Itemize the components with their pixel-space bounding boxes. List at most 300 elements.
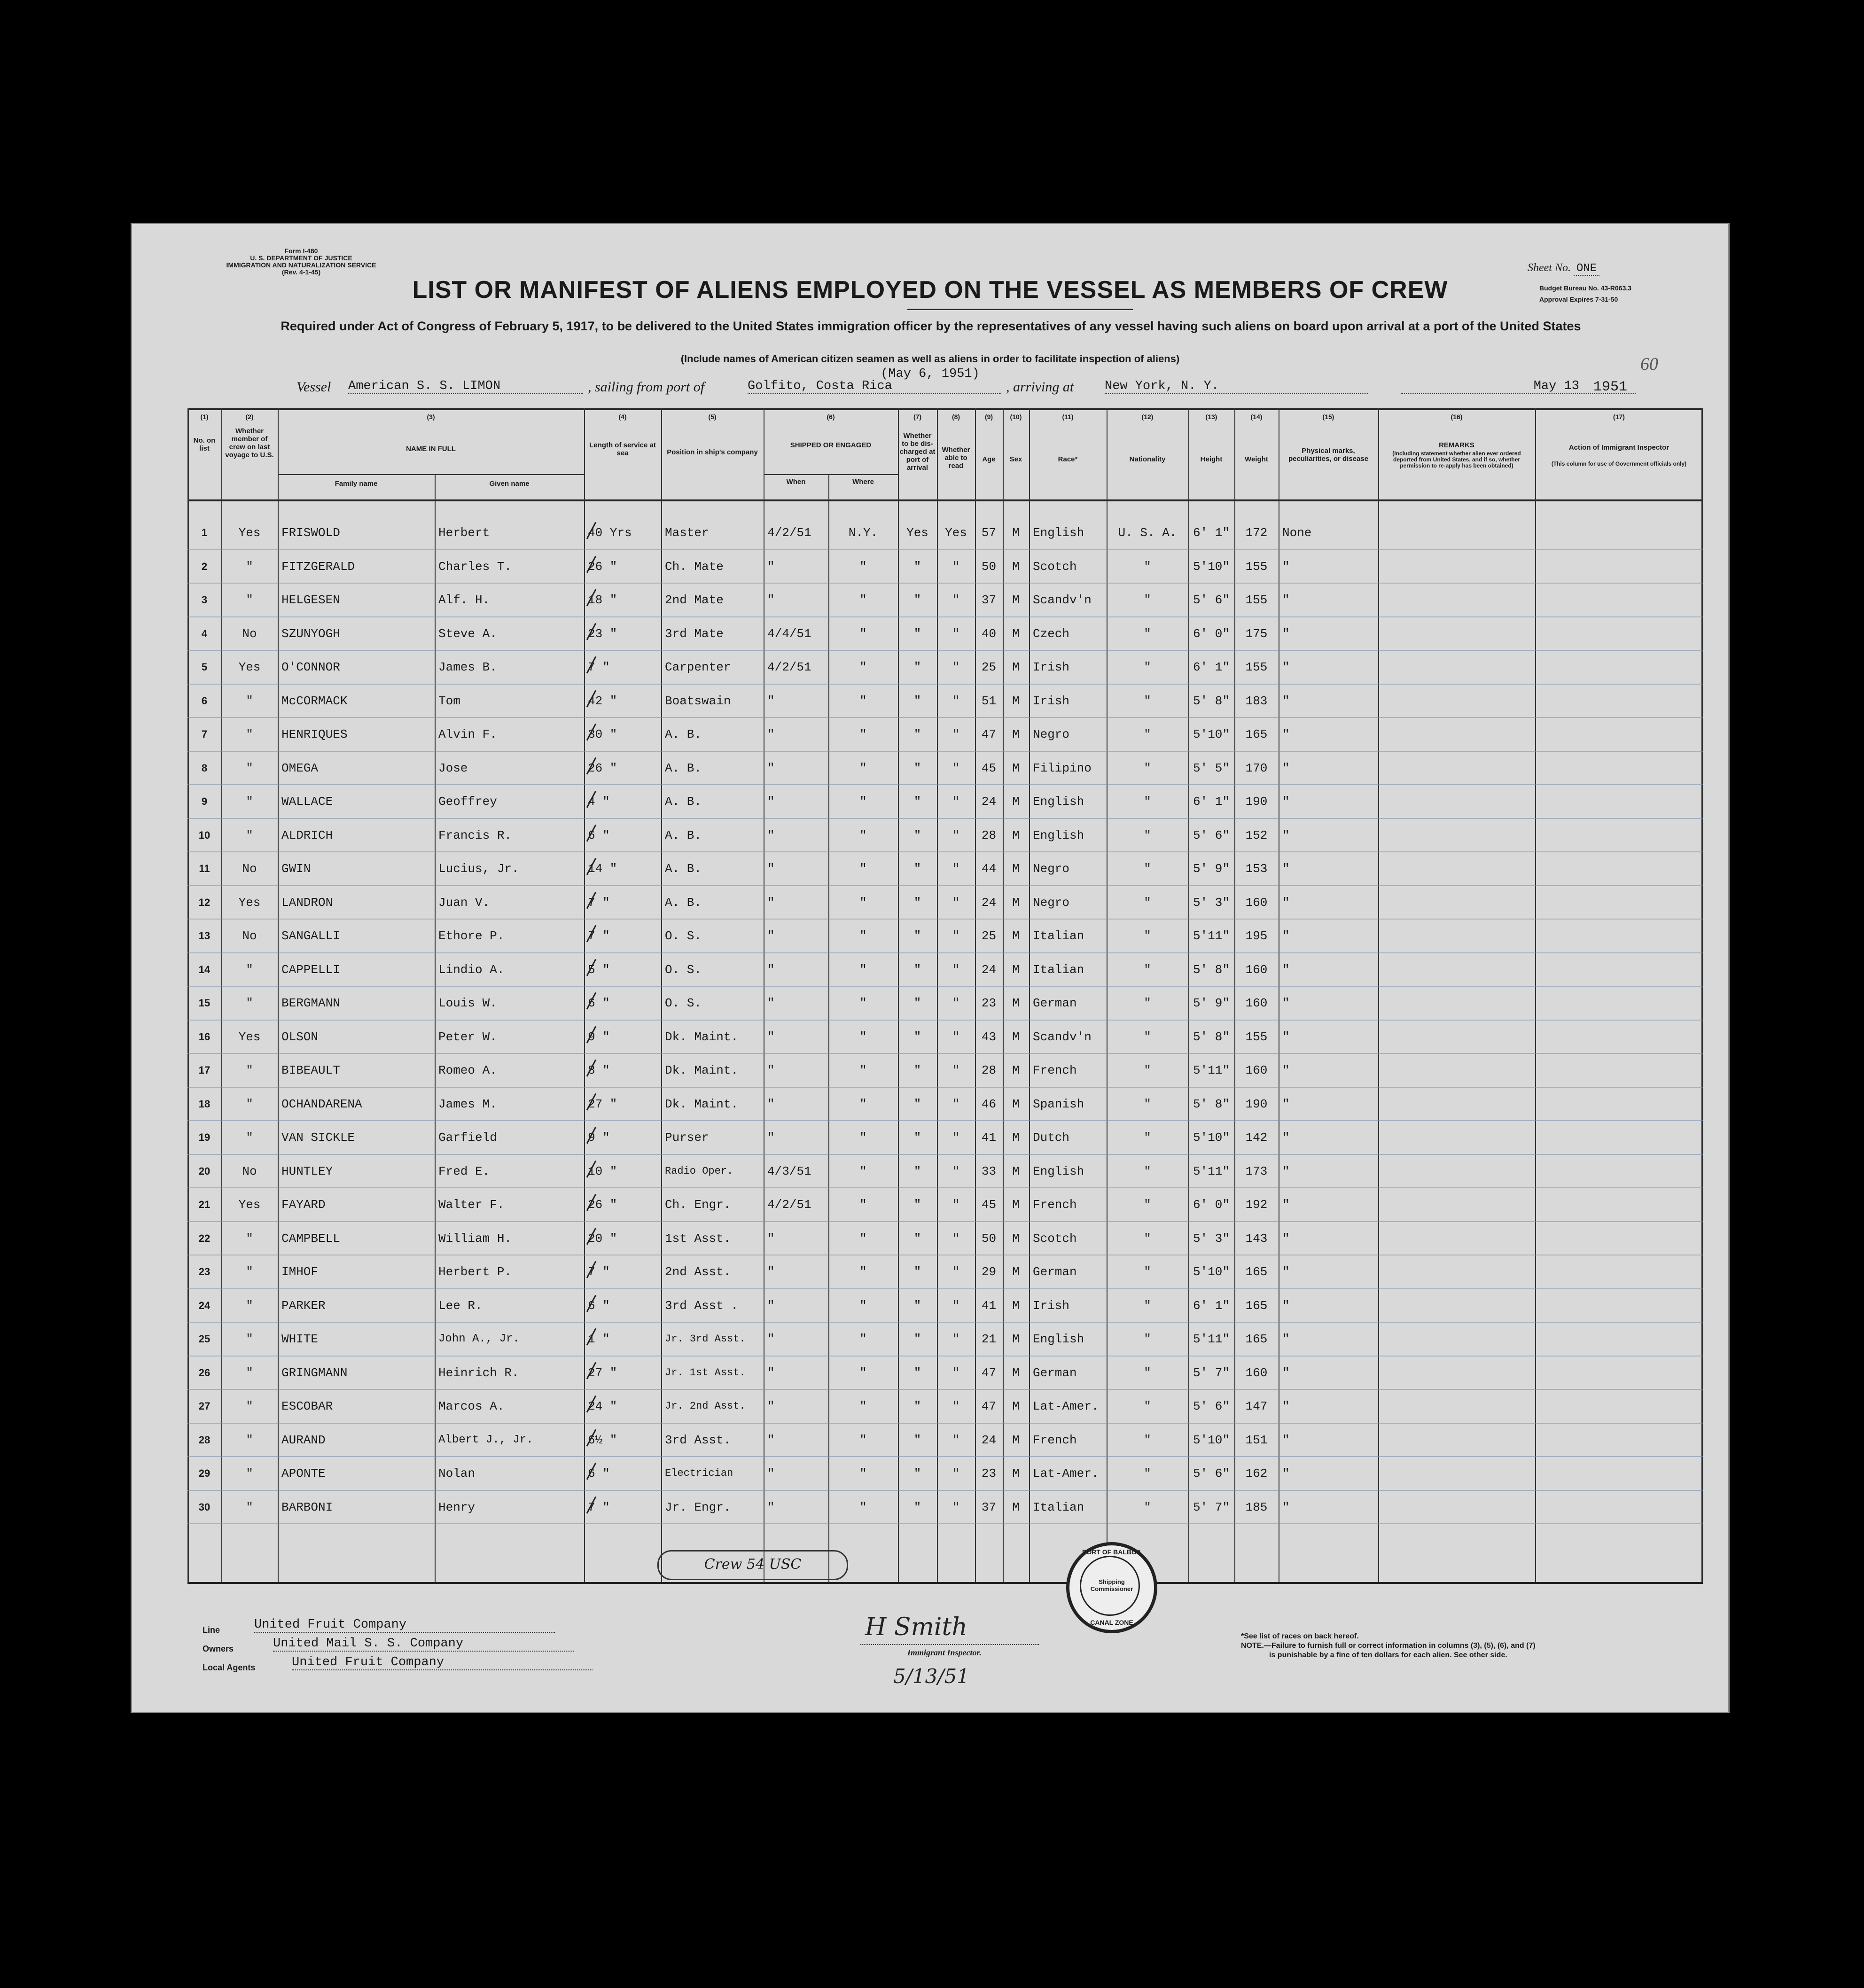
cell-position: A. B. [665,761,702,775]
cell-height: 5'11" [1193,1332,1230,1346]
cell-sex: M [1012,1097,1020,1111]
cell-position: 1st Asst. [665,1231,731,1246]
cell-position: Electrician [665,1467,733,1479]
include-note: (Include names of American citizen seamen as well as aliens in order to facilitate inspection of aliens) [680,353,1180,365]
cell-length: 20 " [588,1231,617,1246]
header-physical-marks: Physical marks, peculiarities, or disease [1288,447,1369,463]
cell-position: Jr. Engr. [665,1500,731,1514]
header-race: Race* [1058,455,1078,463]
cell-sex: M [1012,1298,1020,1313]
cell-no: 19 [198,1131,211,1143]
header-when: When [786,478,806,486]
row-rule [187,717,1703,718]
cell-marks: " [1282,1130,1290,1145]
cell-family: FAYARD [281,1198,326,1212]
row-rule [187,851,1703,852]
cell-no: 29 [198,1467,211,1479]
column-rule [1029,408,1030,1582]
column-number: (5) [708,413,717,421]
cell-race: Spanish [1033,1097,1084,1111]
cell-family: OMEGA [281,761,319,775]
header-weight: Weight [1245,455,1268,463]
cell-position: O. S. [665,962,702,977]
cell-length: 7 " [588,1500,610,1514]
cell-race: French [1033,1063,1077,1077]
column-number: (3) [427,413,435,421]
cell-where: " [859,1399,867,1413]
cell-given: Lindio A. [438,962,505,977]
cell-when: 4/4/51 [767,626,811,641]
cell-height: 5'10" [1193,559,1230,574]
cell-no: 10 [198,829,211,841]
cell-disch: " [913,895,921,910]
cell-last: " [246,1063,253,1077]
cell-last: " [246,1332,253,1346]
cell-sex: M [1012,1231,1020,1246]
cell-weight: 155 [1245,559,1268,574]
cell-family: GRINGMANN [281,1365,348,1380]
column-number: (9) [984,413,993,421]
cell-last: No [242,626,257,641]
cell-no: 20 [198,1165,211,1177]
cell-nat: " [1144,1231,1151,1246]
inspection-date: 5/13/51 [893,1665,969,1688]
cell-family: HUNTLEY [281,1164,333,1178]
cell-height: 5'10" [1193,1433,1230,1447]
header-height: Height [1200,455,1223,463]
cell-position: Radio Oper. [665,1165,733,1177]
cell-height: 5' 5" [1193,761,1230,775]
cell-disch: " [913,1130,921,1145]
cell-weight: 155 [1245,593,1268,607]
cell-race: Italian [1033,962,1084,977]
cell-marks: " [1282,795,1290,809]
cell-family: BERGMANN [281,996,340,1010]
cell-marks: " [1282,761,1290,775]
cell-family: SZUNYOGH [281,626,340,641]
table-right-rule [1701,408,1703,1582]
cell-height: 5' 8" [1193,1029,1230,1044]
cell-sex: M [1012,593,1020,607]
row-rule [187,1389,1703,1390]
cell-position: 3rd Asst . [665,1298,739,1313]
cell-where: " [859,1365,867,1380]
row-rule [187,1020,1703,1021]
cell-no: 9 [201,795,208,807]
cell-marks: " [1282,559,1290,574]
cell-last: " [246,1265,253,1279]
cell-age: 24 [981,895,997,910]
cell-read: Yes [945,526,967,540]
cell-nat: " [1144,929,1151,943]
cell-read: " [952,962,960,977]
cell-marks: " [1282,996,1290,1010]
row-rule [187,1053,1703,1054]
owners-value: United Mail S. S. Company [273,1637,574,1652]
cell-weight: 160 [1245,996,1268,1010]
cell-sex: M [1012,1500,1020,1514]
cell-no: 1 [201,527,208,538]
cell-age: 45 [981,761,997,775]
cell-disch: " [913,996,921,1010]
cell-sex: M [1012,1399,1020,1413]
cell-age: 25 [981,660,997,674]
cell-length: 24 " [588,1399,617,1413]
row-rule [187,1490,1703,1491]
cell-read: " [952,862,960,876]
cell-where: " [859,694,867,708]
cell-race: Irish [1033,694,1070,708]
cell-given: Steve A. [438,626,497,641]
cell-family: LANDRON [281,895,333,910]
cell-age: 28 [981,1063,997,1077]
column-number: (7) [913,413,922,421]
cell-sex: M [1012,862,1020,876]
cell-disch: Yes [906,526,928,540]
cell-last: " [246,1399,253,1413]
cell-no: 11 [199,863,210,874]
cell-age: 44 [981,862,997,876]
cell-read: " [952,1433,960,1447]
cell-length: 8 " [588,1063,610,1077]
cell-given: William H. [438,1231,512,1246]
column-rule [1188,408,1189,1582]
column-number: (11) [1062,413,1074,421]
cell-race: English [1033,828,1084,842]
cell-given: Herbert P. [438,1265,512,1279]
cell-weight: 147 [1245,1399,1268,1413]
cell-disch: " [913,1500,921,1514]
cell-read: " [952,1332,960,1346]
cell-length: 40 Yrs [588,526,632,540]
cell-when: " [767,1433,775,1447]
cell-given: Albert J., Jr. [438,1433,533,1446]
column-number: (10) [1010,413,1022,421]
header-discharged: Whether to be dis-charged at port of arrival [899,432,936,472]
cell-weight: 160 [1245,962,1268,977]
cell-weight: 143 [1245,1231,1268,1246]
cell-sex: M [1012,694,1020,708]
cell-race: English [1033,795,1084,809]
cell-given: Jose [438,761,468,775]
cell-when: " [767,996,775,1010]
header-sex: Sex [1009,455,1022,463]
cell-last: Yes [238,895,261,910]
cell-race: Irish [1033,660,1070,674]
cell-nat: " [1144,1265,1151,1279]
cell-sex: M [1012,559,1020,574]
cell-age: 29 [981,1265,997,1279]
row-rule [187,1322,1703,1323]
cell-read: " [952,1063,960,1077]
arrival-port: New York, N. Y. [1105,379,1368,394]
cell-height: 5' 6" [1193,828,1230,842]
cell-where: " [859,1433,867,1447]
cell-weight: 160 [1245,895,1268,910]
title-underline [907,309,1133,310]
cell-age: 47 [981,1365,997,1380]
cell-sex: M [1012,626,1020,641]
cell-height: 5' 3" [1193,1231,1230,1246]
cell-length: 10 " [588,1164,617,1178]
cell-marks: " [1282,1466,1290,1481]
cell-position: O. S. [665,929,702,943]
cell-marks: " [1282,1265,1290,1279]
header-where: Where [852,478,874,486]
column-number: (16) [1451,413,1463,421]
cell-marks: " [1282,1063,1290,1077]
cell-position: Dk. Maint. [665,1029,739,1044]
cell-weight: 151 [1245,1433,1268,1447]
cell-no: 30 [198,1501,211,1513]
cell-sex: M [1012,1365,1020,1380]
cell-family: APONTE [281,1466,326,1481]
row-rule [187,1356,1703,1357]
cell-sex: M [1012,1164,1020,1178]
header-age: Age [982,455,996,463]
cell-last: " [246,1298,253,1313]
cell-when: " [767,1298,775,1313]
header-remarks: REMARKS [1439,441,1474,449]
cell-when: " [767,895,775,910]
cell-age: 24 [981,1433,997,1447]
cell-weight: 192 [1245,1198,1268,1212]
header-length-service: Length of service at sea [589,441,656,457]
cell-height: 5' 8" [1193,962,1230,977]
row-rule [187,1456,1703,1457]
row-rule [187,1423,1703,1424]
cell-where: " [859,1198,867,1212]
cell-height: 6' 0" [1193,1198,1230,1212]
cell-length: 14 " [588,862,617,876]
cell-age: 37 [981,593,997,607]
cell-read: " [952,1298,960,1313]
cell-position: A. B. [665,828,702,842]
column-number: (6) [827,413,835,421]
cell-read: " [952,828,960,842]
cell-height: 5' 9" [1193,862,1230,876]
cell-family: CAPPELLI [281,962,340,977]
cell-read: " [952,1500,960,1514]
cell-sex: M [1012,929,1020,943]
cell-family: FITZGERALD [281,559,355,574]
cell-age: 40 [981,626,997,641]
subheader-rule [764,474,898,475]
cell-sex: M [1012,1433,1020,1447]
row-rule [187,1221,1703,1222]
cell-length: 6 " [588,828,610,842]
cell-height: 5' 7" [1193,1500,1230,1514]
cell-read: " [952,1164,960,1178]
cell-race: German [1033,1265,1077,1279]
cell-last: " [246,1500,253,1514]
cell-last: " [246,1466,253,1481]
cell-last: " [246,996,253,1010]
column-rule [828,474,829,1582]
cell-weight: 183 [1245,694,1268,708]
column-number: (13) [1205,413,1217,421]
cell-length: 7 " [588,929,610,943]
cell-height: 5'10" [1193,727,1230,741]
cell-last: Yes [238,526,261,540]
cell-when: " [767,694,775,708]
cell-given: Peter W. [438,1029,497,1044]
cell-nat: " [1144,1298,1151,1313]
cell-family: BARBONI [281,1500,333,1514]
cell-length: 26 " [588,761,617,775]
cell-when: " [767,1029,775,1044]
cell-nat: " [1144,795,1151,809]
cell-marks: " [1282,1332,1290,1346]
cell-where: " [859,727,867,741]
column-rule [584,408,585,1582]
cell-length: 4 " [588,795,610,809]
cell-weight: 152 [1245,828,1268,842]
cell-no: 5 [201,661,208,673]
cell-disch: " [913,593,921,607]
cell-where: " [859,895,867,910]
header-shipped-engaged: SHIPPED OR ENGAGED [790,441,872,449]
owners-label: Owners [203,1644,234,1653]
cell-disch: " [913,929,921,943]
cell-no: 6 [201,694,208,707]
cell-weight: 153 [1245,862,1268,876]
column-number: (8) [951,413,960,421]
cell-age: 41 [981,1130,997,1145]
cell-when: " [767,1063,775,1077]
cell-race: French [1033,1198,1077,1212]
cell-when: " [767,1097,775,1111]
cell-given: James B. [438,660,497,674]
cell-weight: 172 [1245,526,1268,540]
cell-weight: 155 [1245,1029,1268,1044]
cell-disch: " [913,660,921,674]
cell-position: Jr. 2nd Asst. [665,1400,746,1412]
header-bottom-rule [187,499,1703,501]
cell-read: " [952,1466,960,1481]
cell-last: " [246,559,253,574]
cell-nat: " [1144,1365,1151,1380]
cell-position: Carpenter [665,660,731,674]
cell-sex: M [1012,962,1020,977]
cell-disch: " [913,1164,921,1178]
cell-nat: " [1144,593,1151,607]
cell-disch: " [913,1365,921,1380]
cell-weight: 175 [1245,626,1268,641]
cell-position: 3rd Mate [665,626,724,641]
table-top-rule [187,408,1703,410]
cell-nat: " [1144,694,1151,708]
cell-read: " [952,929,960,943]
cell-where: " [859,929,867,943]
cell-height: 5'11" [1193,1164,1230,1178]
cell-height: 5'11" [1193,929,1230,943]
cell-age: 50 [981,1231,997,1246]
cell-given: Lucius, Jr. [438,862,519,876]
row-rule [187,986,1703,987]
cell-read: " [952,1029,960,1044]
cell-nat: " [1144,996,1151,1010]
cell-last: " [246,727,253,741]
cell-marks: " [1282,862,1290,876]
cell-last: " [246,1097,253,1111]
row-rule [187,616,1703,617]
cell-length: 30 " [588,727,617,741]
cell-family: PARKER [281,1298,326,1313]
cell-family: CAMPBELL [281,1231,340,1246]
cell-no: 4 [201,627,208,639]
cell-weight: 165 [1245,1332,1268,1346]
cell-marks: " [1282,1231,1290,1246]
cell-length: 5 " [588,962,610,977]
cell-disch: " [913,962,921,977]
cell-marks: " [1282,1500,1290,1514]
manifest-sheet [131,223,1730,1713]
cell-given: John A., Jr. [438,1333,520,1345]
cell-race: Negro [1033,727,1070,741]
cell-read: " [952,694,960,708]
cell-disch: " [913,559,921,574]
cell-nat: " [1144,1433,1151,1447]
cell-sex: M [1012,1029,1020,1044]
cell-height: 6' 1" [1193,1298,1230,1313]
cell-where: " [859,1500,867,1514]
cell-height: 5' 8" [1193,694,1230,708]
header-crew-last-voyage: Whether member of crew on last voyage to U.S. [225,427,274,459]
cell-last: " [246,593,253,607]
column-number: (12) [1141,413,1154,421]
cell-nat: " [1144,1332,1151,1346]
cell-given: Lee R. [438,1298,483,1313]
cell-where: " [859,1029,867,1044]
cell-no: 23 [198,1266,211,1278]
cell-last: Yes [238,660,261,674]
cell-no: 26 [198,1366,211,1379]
cell-last: " [246,1231,253,1246]
cell-nat: " [1144,1198,1151,1212]
cell-age: 41 [981,1298,997,1313]
cell-length: 6 " [588,996,610,1010]
cell-race: Filipino [1033,761,1092,775]
cell-when: " [767,1265,775,1279]
cell-race: Italian [1033,929,1084,943]
cell-marks: " [1282,1433,1290,1447]
cell-nat: " [1144,1063,1151,1077]
cell-when: " [767,962,775,977]
cell-read: " [952,1365,960,1380]
cell-read: " [952,559,960,574]
cell-where: " [859,559,867,574]
cell-where: " [859,1265,867,1279]
cell-weight: 185 [1245,1500,1268,1514]
cell-race: Lat-Amer. [1033,1466,1099,1481]
cell-given: Walter F. [438,1198,505,1212]
column-rule [1234,408,1235,1582]
cell-position: 2nd Asst. [665,1265,731,1279]
cell-when: " [767,1130,775,1145]
cell-race: Czech [1033,626,1070,641]
cell-no: 7 [201,728,208,740]
column-rule [435,474,436,1582]
cell-weight: 195 [1245,929,1268,943]
cell-family: OCHANDARENA [281,1097,362,1111]
cell-age: 47 [981,1399,997,1413]
cell-no: 2 [201,560,208,572]
cell-marks: " [1282,1029,1290,1044]
column-rule [1378,408,1379,1582]
cell-age: 25 [981,929,997,943]
cell-age: 51 [981,694,997,708]
